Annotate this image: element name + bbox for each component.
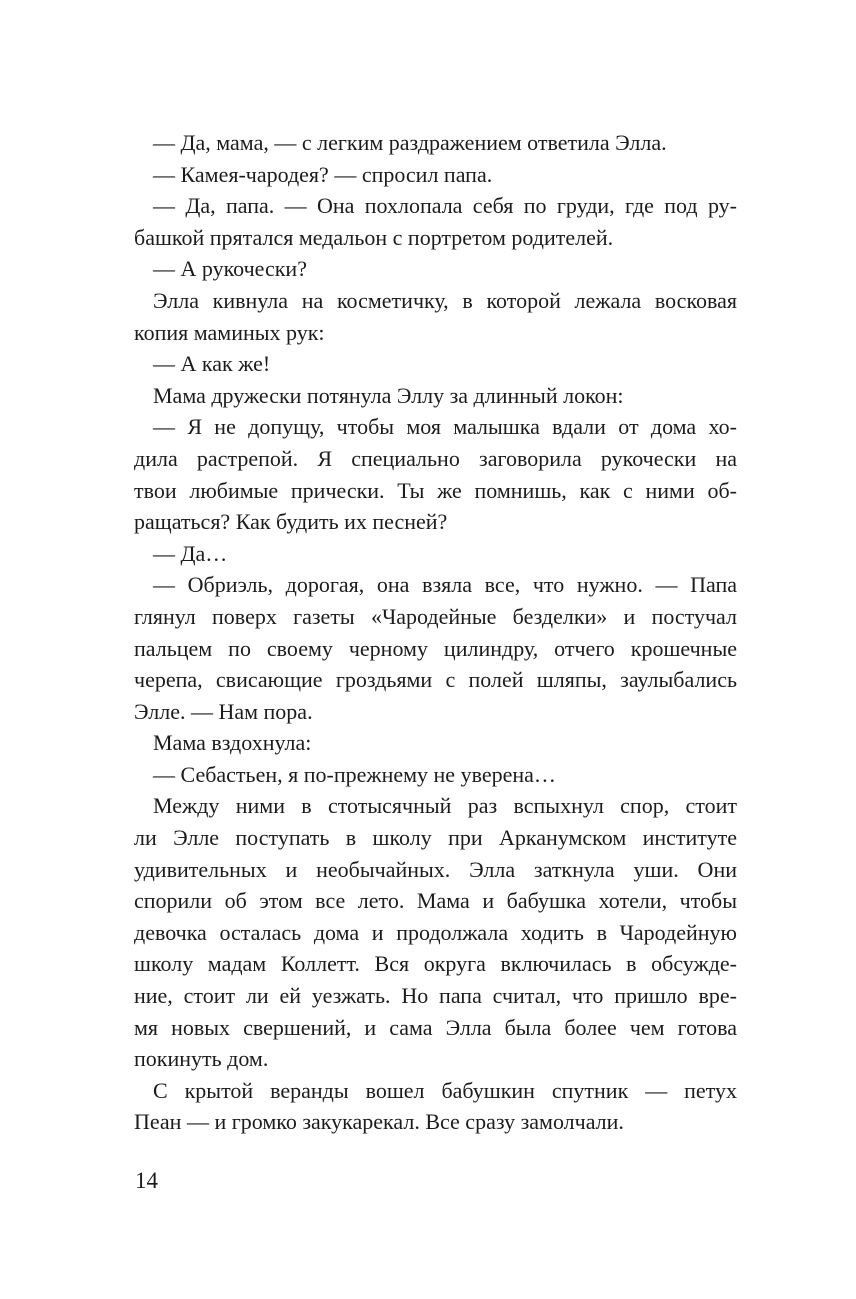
text-line: — А рукочески?: [153, 256, 307, 282]
text-line: — Да, папа. — Она похлопала себя по груди, где под ру-: [153, 193, 737, 219]
text-line: спорили об этом все лето. Мама и бабушка хотели, чтобы: [134, 888, 737, 914]
text-line: Элле. — Нам пора.: [134, 698, 313, 724]
text-line: Мама дружески потянула Эллу за длинный локон:: [153, 382, 624, 408]
text-line: — А как же!: [153, 351, 271, 377]
text-line: твои любимые прически. Ты же помнишь, как с ними об-: [134, 477, 737, 503]
text-line: — Обриэль, дорогая, она взяла все, что нужно. — Папа: [153, 572, 737, 598]
page-text: [134, 127, 737, 1138]
text-line: ращаться? Как будить их песней?: [134, 509, 448, 535]
text-line: — Себастьен, я по-прежнему не уверена…: [153, 761, 556, 787]
text-line: глянул поверх газеты «Чародейные безделки» и постучал: [134, 603, 737, 629]
text-line: удивительных и необычайных. Элла заткнула уши. Они: [134, 856, 737, 882]
text-line: копия маминых рук:: [134, 319, 325, 345]
text-line: покинуть дом.: [134, 1046, 269, 1072]
text-line: — Камея-чародея? — спросил папа.: [153, 161, 493, 187]
text-line: мя новых свершений, и сама Элла была более чем готова: [134, 1014, 737, 1040]
text-line: — Да…: [153, 540, 228, 566]
text-line: С крытой веранды вошел бабушкин спутник — петух: [153, 1077, 737, 1103]
text-line: пальцем по своему черному цилиндру, отчего крошечные: [134, 635, 737, 661]
text-line: дила растрепой. Я специально заговорила рукочески на: [134, 445, 737, 471]
text-line: ли Элле поступать в школу при Арканумском институте: [134, 825, 737, 851]
text-line: школу мадам Коллетт. Вся округа включилась в обсужде-: [134, 951, 737, 977]
text-line: Элла кивнула на косметичку, в которой лежала восковая: [153, 287, 737, 313]
text-line: — Да, мама, — с легким раздражением ответила Элла.: [153, 130, 667, 155]
text-line: — Я не допущу, чтобы моя малышка вдали от дома хо-: [153, 414, 737, 440]
text-line: девочка осталась дома и продолжала ходить в Чародейную: [134, 919, 737, 945]
text-line: Между ними в стотысячный раз вспыхнул спор, стоит: [153, 793, 737, 819]
text-line: черепа, свисающие гроздьями с полей шляпы, заулыбались: [134, 667, 737, 693]
text-line: Мама вздохнула:: [153, 730, 312, 756]
text-line: башкой прятался медальон с портретом родителей.: [134, 224, 614, 250]
text-line: ние, стоит ли ей уезжать. Но папа считал, что пришло вре-: [134, 983, 737, 1009]
text-line: Пеан — и громко закукарекал. Все сразу замолчали.: [134, 1109, 624, 1135]
page-number: 14: [135, 1168, 158, 1193]
